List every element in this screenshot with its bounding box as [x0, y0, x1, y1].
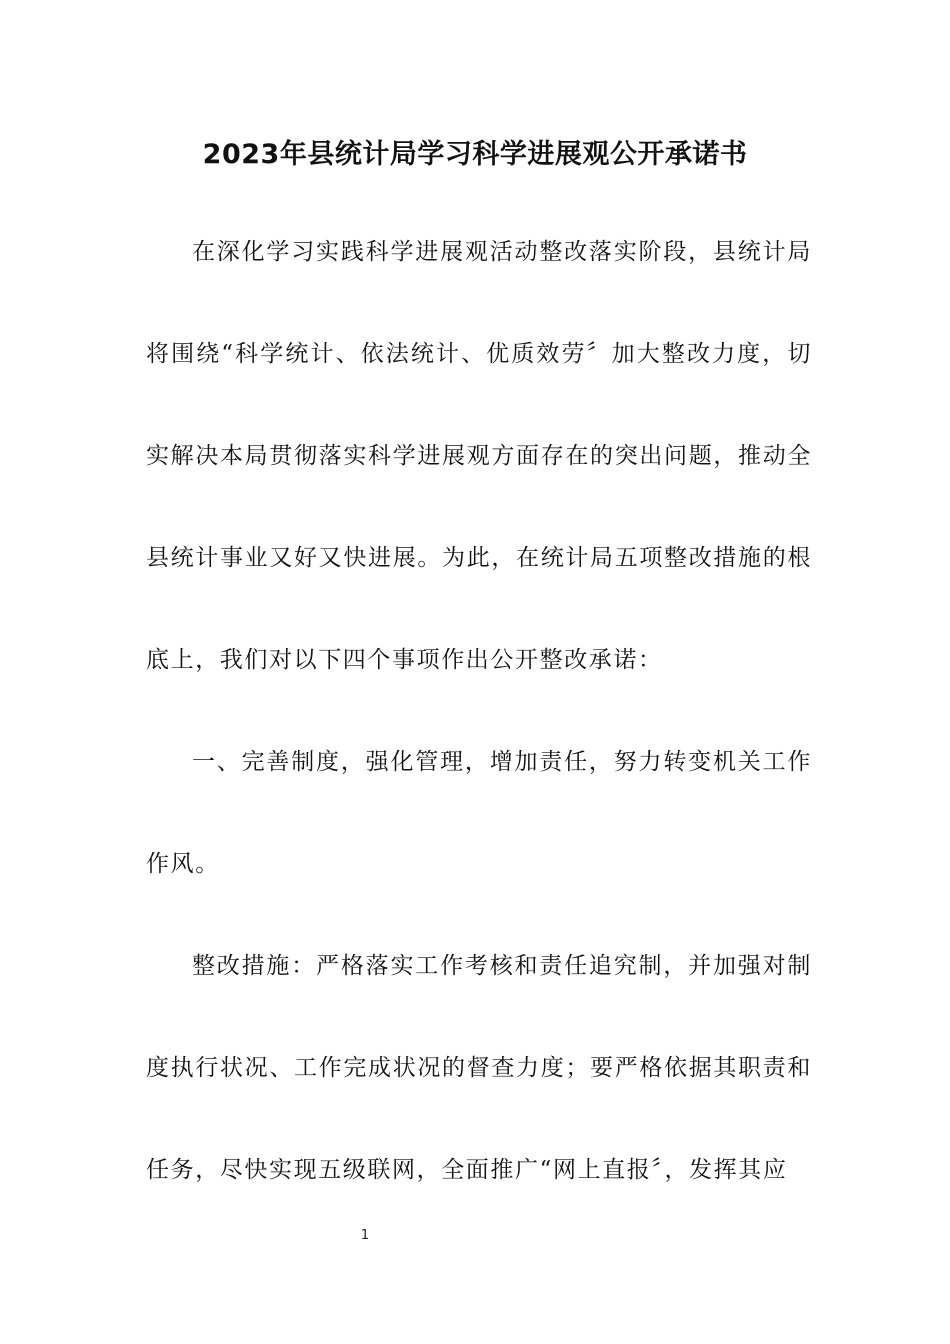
document-title: 2023年县统计局学习科学进展观公开承诺书 — [202, 139, 748, 170]
paragraph-item-one: 一、完善制度，强化管理，增加责任，努力转变机关工作作风。 — [146, 749, 812, 877]
document-body — [146, 201, 812, 1221]
paragraph-intro: 在深化学习实践科学进展观活动整改落实阶段，县统计局将围绕“科学统计、依法统计、优质效劳〞加大整改力度，切实解决本局贯彻落实科学进展观方面存在的突出问题，推动全县统计事业又好又快进展。为此，在统计局五项整改措施的根底上，我们对以下四个事项作出公开整改承诺： — [146, 239, 812, 673]
page-number: 1 — [360, 1228, 370, 1243]
paragraph-measures: 整改措施：严格落实工作考核和责任追究制，并加强对制度执行状况、工作完成状况的督查力度；要严格依据其职责和任务，尽快实现五级联网，全面推广“网上直报〞，发挥其应 — [146, 953, 812, 1183]
